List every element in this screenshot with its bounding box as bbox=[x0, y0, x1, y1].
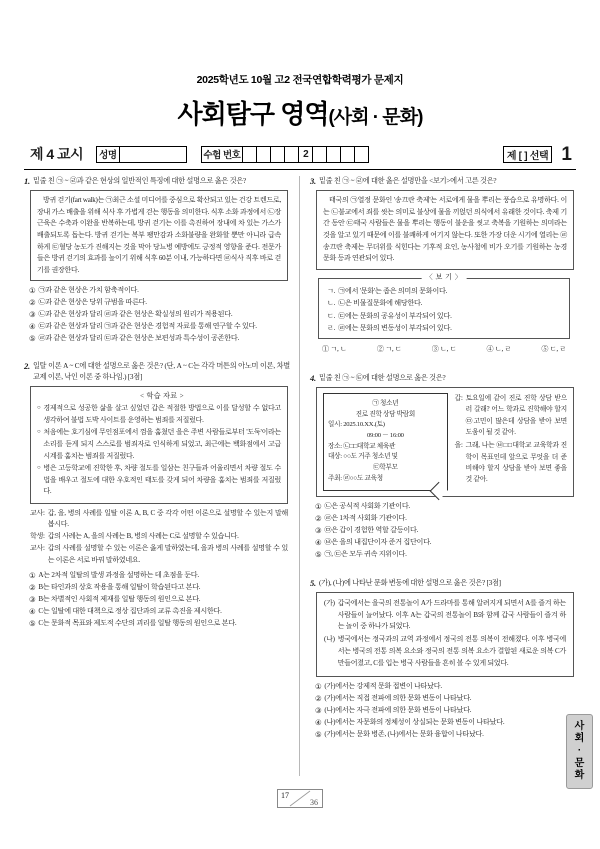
bullet-icon: ○ bbox=[37, 465, 41, 472]
choice-marker: ② bbox=[315, 514, 322, 524]
left-column bbox=[24, 176, 300, 776]
exam-number-cell[interactable] bbox=[313, 147, 327, 162]
question-columns bbox=[24, 176, 576, 776]
name-field-group[interactable] bbox=[96, 146, 186, 163]
header-divider bbox=[24, 169, 576, 170]
question-3-bogi bbox=[318, 273, 570, 340]
exam-number-input[interactable] bbox=[243, 147, 368, 162]
material-item-text: 처음에는 호기심에 무인점포에서 껌을 훔쳤던 을은 주변 사람들로부터 '도둑'이라는 소리를 듣게 되지 스스로를 범죄자로 인식하게 되었고, 최근에는 백화점에서 고급 시계를 훔치는 범죄를 저질렀다. bbox=[43, 428, 281, 460]
name-input[interactable] bbox=[120, 147, 186, 162]
choice-text: ㉡과 같은 현상과 달리 ㉣과 같은 현상은 확실성의 원리가 적용된다. bbox=[38, 310, 233, 319]
bullet-icon: ○ bbox=[37, 405, 41, 412]
selection-label[interactable]: 제 [ ] 선택 bbox=[506, 150, 549, 162]
choice-text: ㉠, ㉢은 모두 귀속 지위이다. bbox=[324, 550, 407, 559]
bogi-text: ㉢에는 문화의 공유성이 부각되어 있다. bbox=[338, 311, 452, 320]
choice-option[interactable] bbox=[29, 594, 290, 605]
poster-line: 대상: ○○도 거주 청소년 및 bbox=[328, 453, 398, 461]
dialogue-row bbox=[30, 531, 288, 542]
question-4-number: 4. bbox=[310, 372, 316, 383]
list-item bbox=[37, 463, 281, 498]
case-row bbox=[324, 634, 566, 669]
dialogue-row bbox=[30, 508, 288, 531]
choice-marker: ① bbox=[315, 681, 322, 691]
bogi-caption: 〈 보 기 〉 bbox=[422, 272, 467, 283]
page-current: 17 bbox=[281, 790, 289, 800]
choice-marker: ⑤ bbox=[315, 550, 322, 560]
choice-text: C는 일탈에 대한 대책으로 정상 집단과의 교류 촉진을 제시한다. bbox=[38, 607, 222, 616]
bogi-text: ㉡은 비물질문화에 해당한다. bbox=[338, 299, 423, 308]
choice-marker: ⑤ bbox=[315, 729, 322, 739]
name-label: 성명 bbox=[97, 147, 119, 162]
exam-number-label: 수험 번호 bbox=[202, 147, 244, 162]
choice-option[interactable]: ④ ㄴ, ㄹ bbox=[486, 345, 512, 354]
question-4-dialogue bbox=[455, 393, 567, 487]
material-bullet-list bbox=[37, 403, 281, 498]
choice-option[interactable] bbox=[315, 537, 576, 548]
bogi-item bbox=[327, 285, 561, 297]
question-1-passage: 방귀 걷기(fart walk)는 ㉠최근 소셜 미디어를 중심으로 확산되고 있는 건강 트렌드로, 장내 가스 배출을 위해 식사 후 가볍게 걷는 행동을 의미한다. 식후 소화 과정에서 ㉡장 근육은 수축과 이완을 반복하는데, 방귀 걷기는 이를 촉진하여 장내에 차 있는 가스가 배출되도록 돕는다. 방귀 걷기는 복부 팽만감과 소화불량을 완화할 뿐만 아니라 급속하게 ㉢혈당 농도가 진해지는 것을 막아 당뇨병 예방에도 긍정적 영향을 준다. 전문가들은 방귀 걷기의 효과를 높이기 위해 식후 60분 이내, 가능하다면 ㉣식사 직후 바로 걷기를 권장한다. bbox=[37, 196, 281, 274]
exam-number-cell[interactable] bbox=[257, 147, 271, 162]
right-column bbox=[300, 176, 576, 776]
choice-option[interactable]: ③ ㄴ, ㄷ bbox=[431, 345, 457, 354]
choice-text: ㉡과 같은 현상은 당위 규범을 따른다. bbox=[38, 298, 147, 307]
speaker-label: 교사: bbox=[30, 544, 45, 553]
bogi-marker: ㄹ. bbox=[327, 324, 336, 333]
choice-text: ㉥은 을의 내집단이자 준거 집단이다. bbox=[324, 538, 432, 547]
choice-marker: ③ bbox=[315, 526, 322, 536]
choice-text: B는 타인과의 상호 작용을 통해 일탈이 학습된다고 본다. bbox=[38, 583, 201, 592]
speaker-text: 갑의 사례는 A, 을의 사례는 B, 병의 사례는 C로 설명할 수 있습니다. bbox=[47, 532, 239, 541]
choice-option[interactable] bbox=[315, 525, 576, 536]
speaker-text: 토요일에 같이 진로 진학 상담 받으러 갈래? 어느 학과로 진학해야 할지 ㉤고민이 많은데 상담을 받아 보면 도움이 될 것 같아. bbox=[465, 395, 567, 436]
choice-option[interactable] bbox=[29, 333, 290, 344]
case-text: 병국에서는 정국과의 교역 과정에서 정국의 전통 의복이 전해졌다. 이후 병국에서는 병국의 전통 의복 요소와 정국의 전통 의복 요소가 결합된 새로운 의복 C가 만들어졌고, C를 입는 병국 사람들을 흔히 볼 수 있게 되었다. bbox=[337, 635, 566, 667]
question-3-passage: 태국의 ㉠열정 문화인 '송끄란 축제'는 서로에게 물을 뿌리는 풍습으로 유명하다. 이는 ㉡불교에서 죄를 씻는 의미로 불상에 물을 끼얹던 의식에서 유래한 것이다. 축제 기간 동안 ㉢태국 사람들은 물을 뿌리는 행동이 불운을 씻고 축복을 기원하는 의미라는 것을 알고 있기 때문에 이를 불쾌하게 여기지 않는다. 또한 가장 더운 시기에 열리는 ㉣송끄란 축제는 무더위를 식힌다는 기후적 요인, 농사철에 비가 오기를 기원하는 농경 문화 등과 연관되어 있다. bbox=[323, 196, 567, 263]
material-title: < 학습 자료 > bbox=[140, 392, 184, 401]
choice-text: ㉡은 공식적 사회화 기관이다. bbox=[324, 502, 410, 511]
exam-number-cell[interactable] bbox=[271, 147, 285, 162]
choice-text: ㉢과 같은 현상과 달리 ㉠과 같은 현상은 경험적 자료를 통해 연구할 수 있다. bbox=[38, 322, 257, 331]
question-5-case-box bbox=[316, 592, 574, 677]
side-tab-char: · bbox=[577, 745, 582, 757]
dialogue-row bbox=[455, 393, 567, 438]
choice-option[interactable] bbox=[315, 681, 576, 692]
bogi-item bbox=[327, 322, 561, 334]
bogi-item bbox=[327, 310, 561, 322]
question-2 bbox=[24, 361, 290, 630]
choice-text: (가)에서는 직접 전파에 의한 문화 변동이 나타났다. bbox=[324, 693, 472, 702]
side-tab-char: 회 bbox=[574, 733, 585, 745]
exam-number-cell[interactable] bbox=[341, 147, 355, 162]
choice-marker: ② bbox=[29, 583, 36, 593]
choice-marker: ④ bbox=[29, 607, 36, 617]
choice-text: ㉠과 같은 현상은 가치 함축적이다. bbox=[38, 286, 139, 295]
choice-text: (가)에서는 강제적 문화 접변이 나타났다. bbox=[324, 681, 442, 690]
bogi-box bbox=[318, 278, 570, 340]
speaker-text: 갑, 을, 병의 사례를 일탈 이론 A, B, C 중 각각 어떤 이론으로 설명할 수 있는지 말해 봅시다. bbox=[47, 509, 288, 529]
side-tab-char: 화 bbox=[574, 769, 585, 781]
sheet-number: 1 bbox=[561, 143, 572, 165]
choice-text: ㉣과 같은 현상과 달리 ㉢과 같은 현상은 보편성과 특수성이 공존한다. bbox=[38, 334, 239, 343]
exam-label: 2025학년도 10월 고2 전국연합학력평가 문제지 bbox=[196, 74, 404, 86]
question-3 bbox=[310, 176, 576, 356]
choice-marker: ④ bbox=[315, 538, 322, 548]
question-5-number: 5. bbox=[310, 577, 316, 588]
question-1-choices bbox=[29, 285, 290, 344]
question-3-passage-box bbox=[316, 190, 574, 270]
choice-option[interactable]: ① ㄱ, ㄴ bbox=[322, 345, 347, 354]
bogi-text: ㉣에는 문화의 변동성이 부각되어 있다. bbox=[338, 324, 452, 333]
bogi-text: ㉠에서 '문화'는 좁은 의미의 문화이다. bbox=[338, 286, 448, 295]
choice-option[interactable] bbox=[315, 549, 576, 560]
page-total: 36 bbox=[310, 797, 318, 807]
subject-main: 사회탐구 영역 bbox=[177, 99, 329, 129]
question-5-choices bbox=[315, 681, 576, 740]
dialogue-row bbox=[30, 543, 288, 566]
question-5-stem: (가), (나)에 나타난 문화 변동에 대한 설명으로 옳은 것은? [3점] bbox=[318, 578, 501, 587]
choice-option[interactable] bbox=[315, 729, 576, 740]
exam-number-cell-filled[interactable]: 2 bbox=[299, 147, 313, 162]
choice-option[interactable] bbox=[315, 513, 576, 524]
choice-option[interactable] bbox=[315, 693, 576, 704]
question-3-choices bbox=[322, 344, 566, 355]
question-1-number: 1. bbox=[24, 176, 30, 186]
question-4-stimulus-box bbox=[316, 387, 574, 497]
page-title bbox=[0, 94, 600, 131]
choice-text: B는 차별적인 사회적 제재를 일탈 행동의 원인으로 본다. bbox=[38, 595, 201, 604]
exam-number-cell[interactable] bbox=[327, 147, 341, 162]
poster-line: 09:00 － 16:00 bbox=[366, 432, 404, 440]
speaker-label: 을: bbox=[454, 442, 463, 450]
choice-option[interactable] bbox=[29, 582, 290, 593]
choice-marker: ③ bbox=[315, 705, 322, 715]
choice-option[interactable]: ② ㄱ, ㄷ bbox=[376, 345, 402, 354]
bogi-marker: ㄷ. bbox=[327, 311, 336, 320]
choice-text: (가)에서는 문화 병존, (나)에서는 문화 융합이 나타났다. bbox=[324, 729, 484, 738]
choice-option[interactable] bbox=[29, 606, 290, 617]
case-row bbox=[324, 598, 566, 633]
choice-option[interactable] bbox=[29, 309, 290, 320]
list-item bbox=[37, 427, 281, 462]
question-2-dialogue bbox=[30, 508, 288, 566]
selection-field-group[interactable] bbox=[503, 146, 553, 163]
poster-line: 주최: ㉣○○도 교육청 bbox=[328, 474, 383, 482]
choice-marker: ① bbox=[29, 286, 36, 296]
period-label: 제 4 교시 bbox=[30, 146, 84, 162]
choice-marker: ⑤ bbox=[29, 619, 36, 629]
bogi-marker: ㄱ. bbox=[327, 286, 336, 295]
poster-line: 진로 진학 상담 박람회 bbox=[355, 410, 415, 418]
speaker-label: 학생: bbox=[30, 532, 45, 541]
bogi-marker: ㄴ. bbox=[327, 299, 336, 308]
folded-corner-icon bbox=[429, 482, 447, 500]
material-item-text: 경제적으로 성공한 삶을 살고 싶었던 갑은 적절한 방법으로 이를 달성할 수 없다고 생각하여 불법 도박 사이트를 운영하는 범죄를 저질렀다. bbox=[43, 404, 281, 424]
list-item bbox=[37, 403, 281, 426]
exam-number-cell[interactable] bbox=[355, 147, 368, 162]
question-3-number: 3. bbox=[310, 176, 316, 186]
question-2-material-box bbox=[30, 386, 288, 504]
choice-marker: ④ bbox=[29, 322, 36, 332]
subject-paren: (사회 · 문화) bbox=[328, 107, 423, 128]
exam-number-cell[interactable] bbox=[285, 147, 299, 162]
question-4-choices bbox=[315, 501, 576, 560]
choice-marker: ④ bbox=[315, 717, 322, 727]
poster-line: ㉢학부모 bbox=[372, 464, 398, 472]
choice-text: ㉣은 1차적 사회화 기관이다. bbox=[324, 514, 407, 523]
choice-marker: ② bbox=[315, 693, 322, 703]
question-5 bbox=[310, 578, 576, 740]
choice-option[interactable] bbox=[29, 285, 290, 296]
case-label: (나) bbox=[324, 635, 335, 644]
choice-option[interactable] bbox=[29, 297, 290, 308]
case-text: 갑국에서는 을국의 전통놀이 A가 드라마를 통해 알려지게 되면서 A를 즐겨 하는 사람들이 늘어났다. 이후 A는 갑국의 전통놀이 B와 함께 갑국 사람들이 즐겨 하는 놀이 중 하나가 되었다. bbox=[337, 599, 566, 631]
question-1-stem: 밑줄 친 ㉠ ~ ㉣과 같은 현상의 일반적인 특징에 대한 설명으로 옳은 것은? bbox=[32, 177, 246, 185]
bogi-item bbox=[327, 297, 561, 309]
choice-text: ㉤은 갑이 경험한 역할 갈등이다. bbox=[324, 526, 419, 535]
choice-option[interactable] bbox=[29, 618, 290, 629]
question-1 bbox=[24, 176, 290, 345]
choice-option[interactable]: ⑤ ㄷ, ㄹ bbox=[541, 345, 566, 354]
question-4-stem: 밑줄 친 ㉠ ~ ㉫에 대한 설명으로 옳은 것은? bbox=[318, 373, 446, 382]
choice-text: (나)에서는 자극 전파에 의한 문화 변동이 나타났다. bbox=[324, 705, 472, 714]
choice-marker: ③ bbox=[29, 310, 36, 320]
choice-option[interactable] bbox=[29, 321, 290, 332]
event-poster bbox=[323, 393, 448, 491]
question-3-stem: 밑줄 친 ㉠ ~ ㉣에 대한 옳은 설명만을 <보기>에서 고른 것은? bbox=[318, 177, 497, 185]
bullet-icon: ○ bbox=[37, 429, 41, 436]
choice-marker: ① bbox=[315, 502, 322, 512]
question-2-number: 2. bbox=[24, 360, 30, 371]
choice-marker: ⑤ bbox=[29, 334, 36, 344]
subject-side-tab bbox=[566, 714, 593, 789]
question-1-passage-box bbox=[30, 190, 288, 281]
choice-option[interactable] bbox=[29, 570, 290, 581]
choice-option[interactable] bbox=[315, 705, 576, 716]
side-tab-char: 사 bbox=[574, 721, 585, 733]
poster-line: 장소: ㉡□□대학교 체육관 bbox=[328, 442, 396, 450]
side-tab-char: 문 bbox=[574, 757, 585, 769]
speaker-label: 교사: bbox=[30, 509, 45, 517]
speaker-text: 그래, 나는 ㉥□□대학교 교육학과 진학이 목표인데 앞으로 무엇을 더 준비해야 할지 상담을 받아 보면 좋을 것 같아. bbox=[465, 442, 567, 484]
identification-bar bbox=[30, 144, 572, 164]
speaker-label: 갑: bbox=[454, 395, 463, 403]
poster-line: ㉠ 청소년 bbox=[372, 400, 399, 408]
name-input-blank[interactable] bbox=[120, 147, 186, 162]
choice-text: C는 문화적 목표와 제도적 수단의 괴리를 일탈 행동의 원인으로 본다. bbox=[38, 619, 237, 628]
speaker-text: 갑의 사례를 설명할 수 있는 이론은 옳게 말하였는데, 을과 병의 사례를 설명할 수 있는 이론은 서로 바꿔 말하였네요. bbox=[47, 544, 288, 564]
dialogue-row bbox=[455, 440, 567, 485]
choice-option[interactable] bbox=[315, 501, 576, 512]
choice-option[interactable] bbox=[315, 717, 576, 728]
page-number-box bbox=[277, 789, 323, 808]
question-2-choices bbox=[29, 570, 290, 629]
exam-number-field-group[interactable] bbox=[201, 146, 370, 163]
choice-text: (나)에서는 자문화의 정체성이 상실되는 문화 변동이 나타났다. bbox=[324, 717, 505, 726]
poster-line: 일시: 2025.10.XX.(토) bbox=[328, 421, 385, 429]
choice-text: A는 2차적 일탈의 발생 과정을 설명하는 데 초점을 둔다. bbox=[38, 571, 199, 580]
choice-marker: ② bbox=[29, 298, 36, 308]
choice-marker: ③ bbox=[29, 595, 36, 605]
exam-number-cell[interactable] bbox=[243, 147, 257, 162]
material-item-text: 병은 고등학교에 진학한 후, 차량 절도를 일삼는 친구들과 어울리면서 차량 절도 수법을 배우고 절도에 대한 우호적인 태도를 갖게 되어 차량을 훔치는 범죄를 저질렀다. bbox=[43, 464, 281, 496]
question-2-stem: 일탈 이론 A ~ C에 대한 설명으로 옳은 것은? (단, A ~ C는 각각 머튼의 아노미 이론, 차별 교제 이론, 낙인 이론 중 하나임.) [3점] bbox=[32, 361, 290, 382]
case-label: (가) bbox=[324, 599, 335, 608]
question-4 bbox=[310, 373, 576, 561]
choice-marker: ① bbox=[29, 571, 36, 581]
